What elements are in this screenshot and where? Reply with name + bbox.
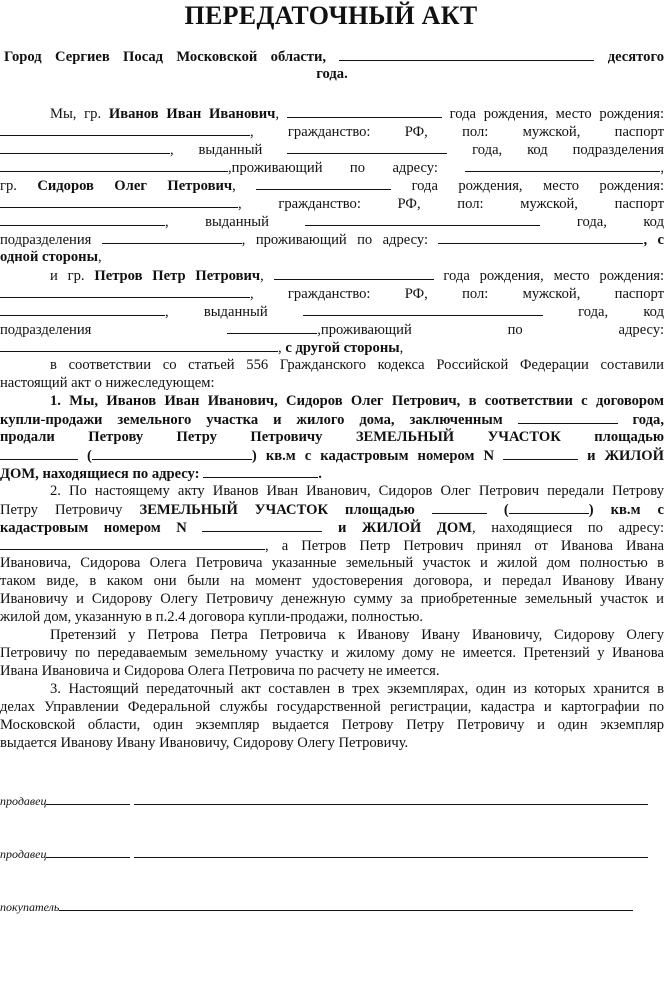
text: Петровичу по передаваемым земельному участку и жилому дому не имеется. Претензий у Иванова xyxy=(0,645,664,661)
line xyxy=(0,536,664,554)
text: Петру Петровичу xyxy=(0,502,123,518)
text: подразделения xyxy=(0,322,92,338)
text: года. xyxy=(316,66,348,82)
line xyxy=(0,122,664,140)
text: , xyxy=(260,268,264,284)
text: с другой стороны xyxy=(285,340,400,356)
text: продали Петрову Петру Петровичу ЗЕМЕЛЬНЫЙ УЧАСТОК площадью xyxy=(0,429,664,445)
signature-label: продавец xyxy=(0,794,47,808)
text: , выданный xyxy=(165,214,269,230)
line xyxy=(0,662,664,680)
blank-field[interactable] xyxy=(465,158,660,172)
text: года, код xyxy=(576,214,664,230)
line xyxy=(0,446,664,464)
line xyxy=(0,356,664,374)
text: , проживающий по адресу: xyxy=(241,232,429,248)
text: выдается Иванову Ивану Ивановичу, Сидорову Олегу Петровичу. xyxy=(0,735,409,751)
text: года, xyxy=(632,412,664,428)
line xyxy=(0,680,664,698)
text: Город Сергиев Посад Московской области, xyxy=(4,49,327,65)
name-blank[interactable] xyxy=(134,846,648,858)
text: делах Управлении Федеральной службы государственной регистрации, кадастра и картографии по xyxy=(0,699,664,715)
signature-blank[interactable] xyxy=(46,846,130,858)
blank-field[interactable] xyxy=(0,140,170,154)
text: , xyxy=(98,249,102,265)
blank-field[interactable] xyxy=(102,230,242,244)
line xyxy=(0,716,664,734)
text: , xyxy=(275,106,280,122)
text: , находящиеся по адресу: xyxy=(472,520,664,536)
line xyxy=(0,158,664,176)
text: Московской области, один экземпляр выдается Петрову Петру Петровичу и один экземпляр xyxy=(0,717,664,733)
text: , выданный xyxy=(165,304,268,320)
text: ( xyxy=(87,448,92,464)
cadastral-blank[interactable] xyxy=(503,446,578,460)
address-blank[interactable] xyxy=(0,536,265,550)
line xyxy=(0,302,664,320)
text: , xyxy=(399,340,404,356)
text: , гражданство: РФ, пол: мужской, паспорт xyxy=(238,196,664,212)
text: ДОМ, находящиеся по адресу: xyxy=(0,466,200,482)
line xyxy=(0,104,664,122)
text: года рождения, место рождения: xyxy=(443,268,664,284)
text: и гр. xyxy=(50,268,85,284)
line xyxy=(0,140,664,158)
area-words-blank[interactable] xyxy=(92,446,252,460)
line xyxy=(0,698,664,716)
line xyxy=(0,212,664,230)
line xyxy=(0,518,664,536)
line xyxy=(0,248,664,266)
text: таком виде, в каком они были на момент удостоверения договора, и передал Иванову Ивану xyxy=(0,573,664,589)
header-place-date xyxy=(0,47,664,83)
line xyxy=(0,734,664,752)
blank-field[interactable] xyxy=(227,320,317,334)
blank-field[interactable] xyxy=(0,302,165,316)
line xyxy=(0,65,664,83)
blank-field[interactable] xyxy=(438,230,643,244)
text: , xyxy=(278,340,282,356)
text: Ивановича, Сидорова Олега Петровича указанные земельный участок и жилой дом полностью в xyxy=(0,555,664,571)
signature-seller-1 xyxy=(0,793,648,808)
text: ,проживающий по адресу: xyxy=(228,160,438,176)
signature-seller-2 xyxy=(0,846,648,861)
blank-field[interactable] xyxy=(0,158,228,172)
document-body xyxy=(0,104,664,752)
line xyxy=(0,374,664,392)
text: , выданный xyxy=(170,142,263,158)
text: , гражданство: РФ, пол: мужской, паспорт xyxy=(250,286,664,302)
blank-field[interactable] xyxy=(0,122,250,136)
line xyxy=(0,626,664,644)
date-blank[interactable] xyxy=(339,47,594,61)
signature-blank[interactable] xyxy=(46,793,130,805)
text: кв.м с xyxy=(610,502,664,518)
text: ,проживающий по адресу: xyxy=(317,322,664,338)
text: 1. Мы, Иванов Иван Иванович, Сидоров Олег Петрович, в соответствии с договором xyxy=(50,393,664,409)
address-blank[interactable] xyxy=(203,464,318,478)
text: года, код подразделения xyxy=(472,142,664,158)
area-words-blank[interactable] xyxy=(509,500,589,514)
text: года, код xyxy=(578,304,664,320)
text: купли-продажи земельного участка и жилого дома, заключенным xyxy=(0,412,503,428)
text: ЗЕМЕЛЬНЫЙ УЧАСТОК площадью xyxy=(139,502,415,518)
line xyxy=(0,428,664,446)
signature-buyer xyxy=(0,899,633,914)
line xyxy=(0,482,664,500)
text: , xyxy=(232,178,236,194)
document-title: ПЕРЕДАТОЧНЫЙ АКТ xyxy=(184,1,478,30)
party-name: Иванов Иван Иванович xyxy=(108,106,276,122)
line xyxy=(0,410,664,428)
blank-field[interactable] xyxy=(287,140,447,154)
blank-field[interactable] xyxy=(518,410,618,424)
text: настоящий акт о нижеследующем: xyxy=(0,375,215,391)
signature-label: продавец xyxy=(0,847,47,861)
text: , xyxy=(660,160,664,176)
signature-label: покупатель xyxy=(0,900,60,914)
text: в соответствии со статьей 556 Гражданского кодекса Российской Федерации составили xyxy=(50,357,664,373)
blank-field[interactable] xyxy=(305,212,540,226)
text: кадастровым номером N xyxy=(0,520,187,536)
text: подразделения xyxy=(0,232,92,248)
signature-blank[interactable] xyxy=(59,899,633,911)
text: года рождения, место рождения: xyxy=(449,106,664,122)
line xyxy=(0,608,664,626)
line xyxy=(0,320,664,338)
party-name: Сидоров Олег Петрович xyxy=(37,178,233,194)
text: ) xyxy=(588,502,594,518)
blank-field[interactable] xyxy=(0,212,165,226)
text: 3. Настоящий передаточный акт составлен в трех экземплярах, один из которых хранится в xyxy=(50,681,664,697)
text: . xyxy=(318,466,322,482)
cadastral-blank[interactable] xyxy=(202,518,322,532)
text: и ЖИЛОЙ xyxy=(587,448,664,464)
blank-field[interactable] xyxy=(274,266,434,280)
line xyxy=(0,47,664,65)
text: ( xyxy=(503,502,509,518)
line xyxy=(0,644,664,662)
blank-field[interactable] xyxy=(303,302,543,316)
area-blank[interactable] xyxy=(432,500,487,514)
line xyxy=(0,590,664,608)
text: гр. xyxy=(0,178,17,194)
blank-field[interactable] xyxy=(0,338,278,352)
line xyxy=(0,500,664,518)
line xyxy=(0,176,664,194)
blank-field[interactable] xyxy=(256,176,391,190)
text: 2. По настоящему акту Иванов Иван Иванович, Сидоров Олег Петрович передали Петрову xyxy=(50,483,664,499)
text: и ЖИЛОЙ ДОМ xyxy=(337,520,472,536)
area-blank[interactable] xyxy=(0,446,78,460)
line xyxy=(0,338,664,356)
text: ) кв.м с кадастровым номером N xyxy=(251,448,495,464)
line xyxy=(0,266,664,284)
text: Ивана Ивановича и Сидорова Олега Петровича по расчету не имеется. xyxy=(0,663,440,679)
blank-field[interactable] xyxy=(0,284,250,298)
line xyxy=(0,194,664,212)
text: одной стороны xyxy=(0,249,98,265)
line xyxy=(0,392,664,410)
text: десятого xyxy=(607,49,664,65)
text: жилой дом, указанную в п.2.4 договора купли-продажи, полностью. xyxy=(0,609,424,625)
text: Ивановичу и Сидорову Олегу Петровичу денежную сумму за приобретенные земельный участок и xyxy=(0,591,664,607)
text: Претензий у Петрова Петра Петровича к Иванову Ивану Ивановичу, Сидорову Олегу xyxy=(50,627,664,643)
text: , гражданство: РФ, пол: мужской, паспорт xyxy=(250,124,664,140)
blank-field[interactable] xyxy=(287,104,442,118)
line xyxy=(0,554,664,572)
line xyxy=(0,230,664,248)
name-blank[interactable] xyxy=(134,793,648,805)
line xyxy=(0,572,664,590)
line xyxy=(0,464,664,482)
blank-field[interactable] xyxy=(0,194,238,208)
text: , с xyxy=(643,232,664,248)
text: , а Петров Петр Петрович принял от Иванова Ивана xyxy=(265,538,664,554)
party-name: Петров Петр Петрович xyxy=(94,268,261,284)
text: года рождения, место рождения: xyxy=(411,178,664,194)
line xyxy=(0,284,664,302)
text: Мы, гр. xyxy=(50,106,102,122)
